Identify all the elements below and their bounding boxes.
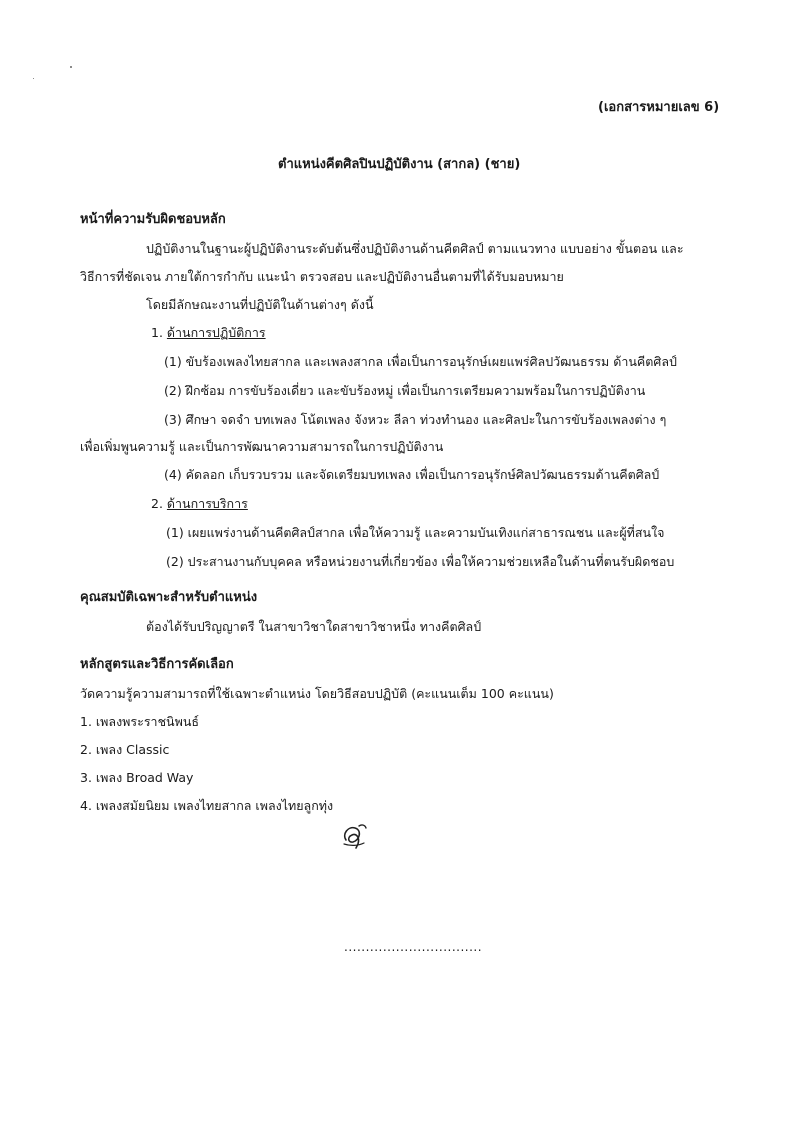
- selection-item: 2. เพลง Classic: [80, 742, 170, 757]
- document-reference: (เอกสารหมายเลข 6): [598, 100, 720, 115]
- section1-number: 1.: [151, 325, 163, 340]
- responsibilities-intro-line1: ปฏิบัติงานในฐานะผู้ปฏิบัติงานระดับต้นซึ่งปฏิบัติงานด้านคีตศิลป์ ตามแนวทาง แบบอย่าง ขั้นตอน และ: [146, 241, 684, 256]
- section1-label: ด้านการปฏิบัติการ: [166, 325, 266, 340]
- footer-dotted-line: ................................: [344, 940, 483, 954]
- section2-label: ด้านการบริการ: [166, 496, 248, 511]
- section2-item2: (2) ประสานงานกับบุคคล หรือหน่วยงานที่เกี่ยวข้อง เพื่อให้ความช่วยเหลือในด้านที่ตนรับผิดชอบ: [166, 554, 675, 569]
- section1-item3-line1: (3) ศึกษา จดจำ บทเพลง โน้ตเพลง จังหวะ ลีลา ท่วงทำนอง และศิลปะในการขับร้องเพลงต่าง ๆ: [164, 412, 667, 427]
- section2-header: [151, 496, 248, 511]
- qualifications-text: ต้องได้รับปริญญาตรี ในสาขาวิชาใดสาขาวิชาหนึ่ง ทางคีตศิลป์: [146, 619, 482, 634]
- section1-header: [151, 325, 266, 340]
- page-title: ตำแหน่งคีตศิลปินปฏิบัติงาน (สากล) (ชาย): [278, 157, 521, 172]
- responsibilities-intro-line3: โดยมีลักษณะงานที่ปฏิบัติในด้านต่างๆ ดังนี้: [146, 297, 374, 312]
- scan-speck: [33, 78, 34, 79]
- responsibilities-heading: หน้าที่ความรับผิดชอบหลัก: [80, 212, 226, 227]
- selection-text: วัดความรู้ความสามารถที่ใช้เฉพาะตำแหน่ง โดยวิธีสอบปฏิบัติ (คะแนนเต็ม 100 คะแนน): [80, 686, 554, 701]
- section2-number: 2.: [151, 496, 163, 511]
- section1-item1: (1) ขับร้องเพลงไทยสากล และเพลงสากล เพื่อเป็นการอนุรักษ์เผยแพร่ศิลปวัฒนธรรม ด้านคีตศิลป์: [164, 354, 677, 369]
- qualifications-heading: คุณสมบัติเฉพาะสำหรับตำแหน่ง: [80, 590, 258, 605]
- signature-mark: [338, 820, 372, 850]
- responsibilities-intro-line2: วิธีการที่ชัดเจน ภายใต้การกำกับ แนะนำ ตรวจสอบ และปฏิบัติงานอื่นตามที่ได้รับมอบหมาย: [80, 269, 564, 284]
- section2-item1: (1) เผยแพร่งานด้านคีตศิลป์สากล เพื่อให้ความรู้ และความบันเทิงแก่สาธารณชน และผู้ที่สนใจ: [166, 525, 665, 540]
- section1-item4: (4) คัดลอก เก็บรวบรวม และจัดเตรียมบทเพลง เพื่อเป็นการอนุรักษ์ศิลปวัฒนธรรมด้านคีตศิลป์: [164, 467, 660, 482]
- section1-item2: (2) ฝึกซ้อม การขับร้องเดี่ยว และขับร้องหมู่ เพื่อเป็นการเตรียมความพร้อมในการปฏิบัติงาน: [164, 383, 646, 398]
- section1-item3-line2: เพื่อเพิ่มพูนความรู้ และเป็นการพัฒนาความสามารถในการปฏิบัติงาน: [80, 439, 444, 454]
- selection-item: 4. เพลงสมัยนิยม เพลงไทยสากล เพลงไทยลูกทุ่ง: [80, 798, 334, 813]
- selection-item: 3. เพลง Broad Way: [80, 770, 194, 785]
- selection-heading: หลักสูตรและวิธีการคัดเลือก: [80, 657, 234, 672]
- scan-speck: [70, 66, 72, 68]
- selection-item: 1. เพลงพระราชนิพนธ์: [80, 714, 200, 729]
